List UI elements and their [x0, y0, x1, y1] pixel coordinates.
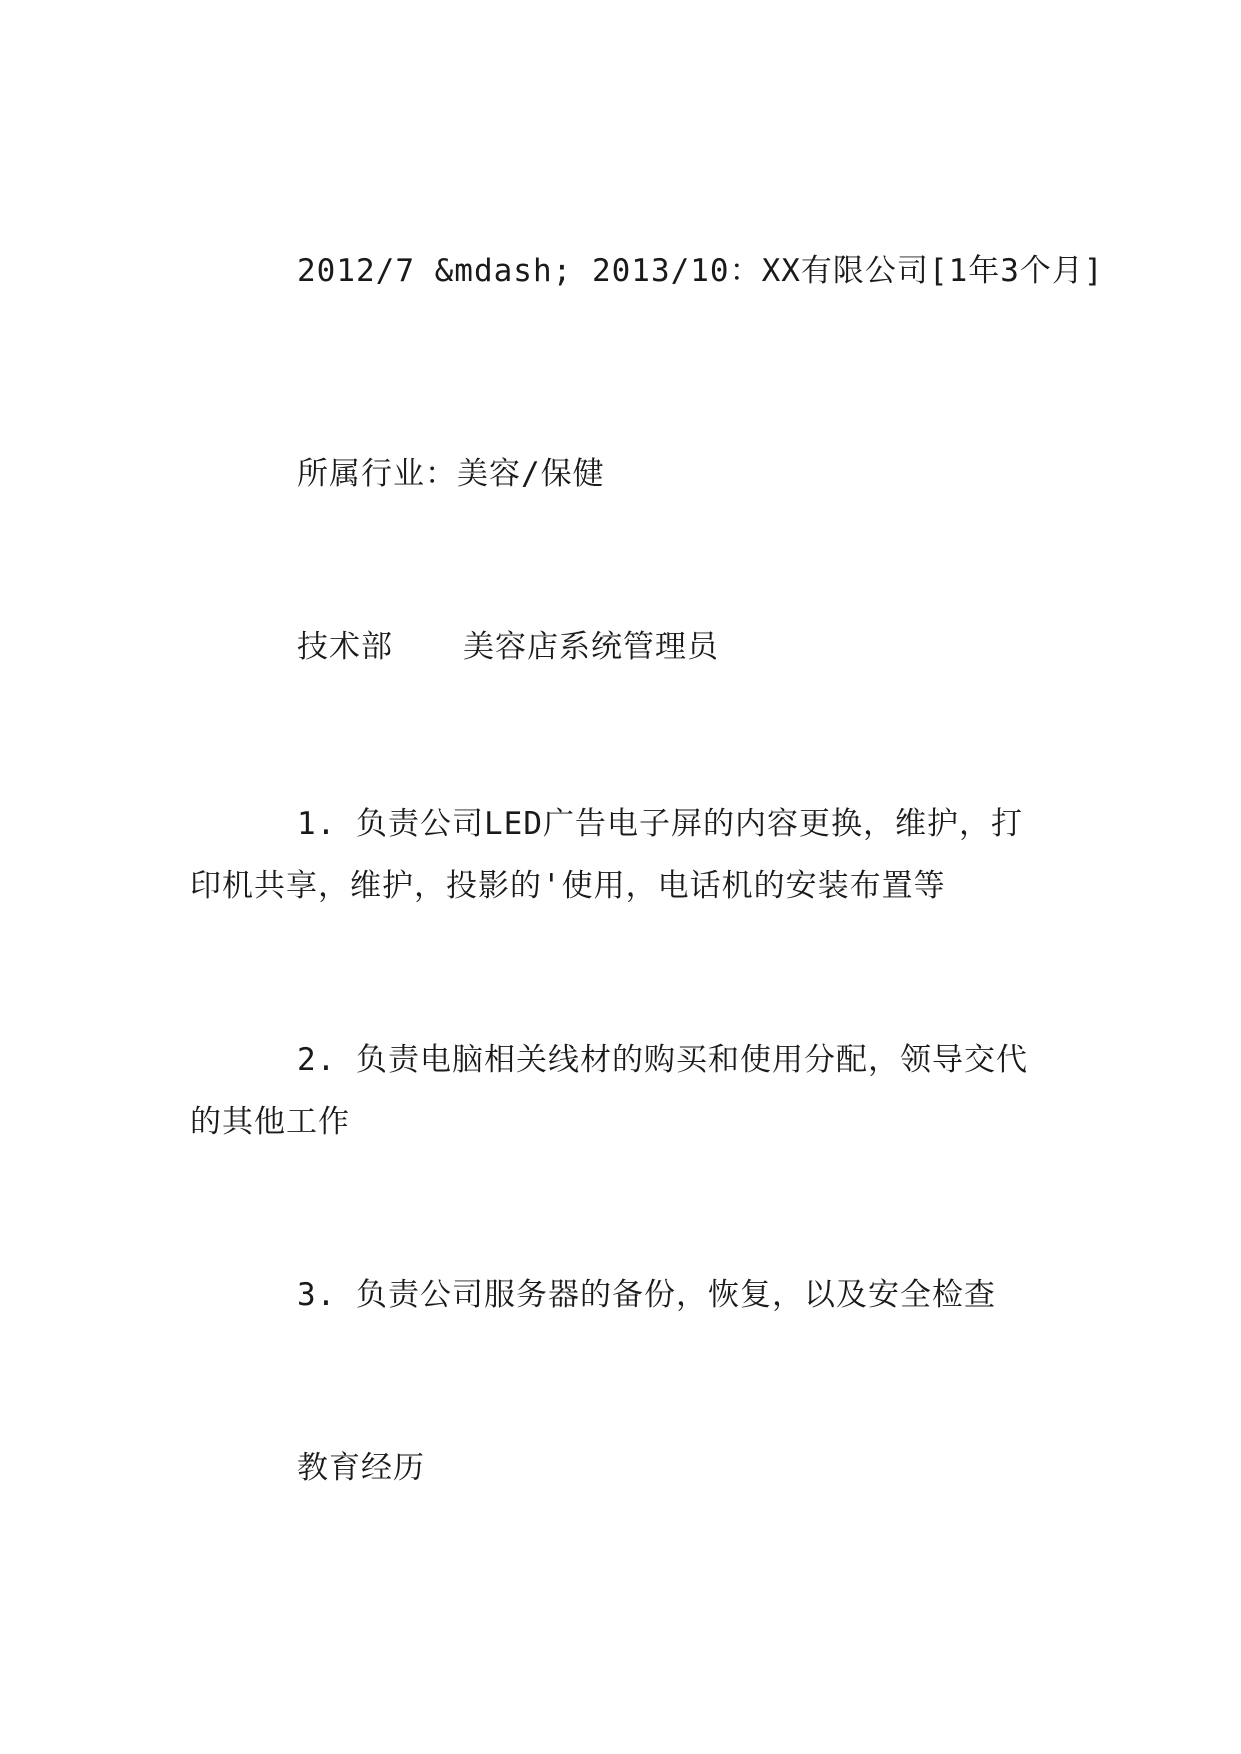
duty-item-1: 1. 负责公司LED广告电子屏的内容更换，维护，打印机共享，维护，投影的'使用，电话机的安装布置等: [190, 806, 1023, 904]
employment-period-line: 2012/7 &mdash; 2013/10：XX有限公司[1年3个月]: [297, 253, 1104, 289]
duty-item-2: 2. 负责电脑相关线材的购买和使用分配，领导交代的其他工作: [190, 1042, 1028, 1140]
position-title: 美容店系统管理员: [463, 629, 719, 665]
department-position-line: [297, 616, 719, 678]
education-heading: 教育经历: [297, 1450, 425, 1486]
department-label: 技术部: [297, 629, 393, 665]
duty-item-3: 3. 负责公司服务器的备份，恢复，以及安全检查: [297, 1277, 996, 1313]
industry-line: 所属行业：美容/保健: [297, 456, 605, 492]
